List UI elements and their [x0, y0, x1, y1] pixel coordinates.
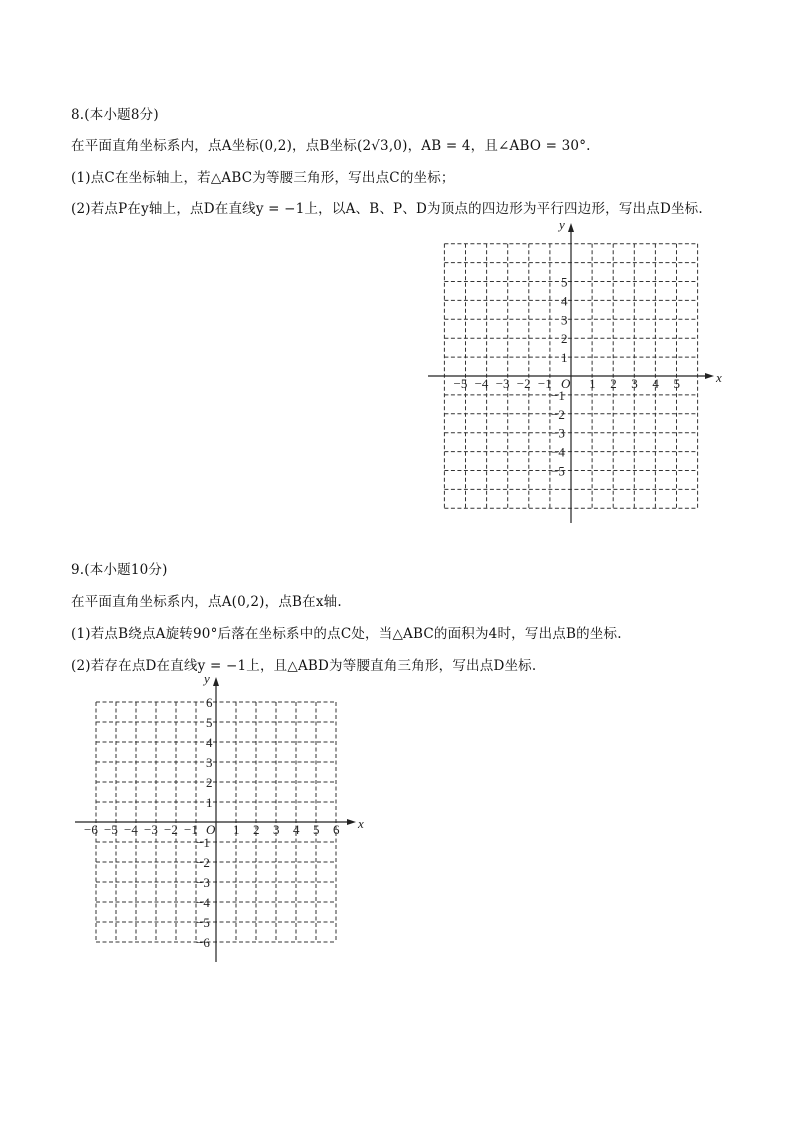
y-tick-label: 3 — [206, 755, 213, 770]
y-tick-label: 4 — [206, 735, 213, 750]
x-tick-label: 3 — [631, 376, 638, 391]
x-axis-arrow-icon — [347, 819, 356, 825]
x-tick-label: −4 — [124, 822, 138, 837]
q9-header: 9.(本小题10分) — [71, 562, 168, 578]
y-tick-label: 2 — [561, 331, 568, 347]
q9-part1: (1)若点B绕点A旋转90°后落在坐标系中的点C处，当△ABC的面积为4时，写出点B的坐标. — [71, 626, 622, 642]
y-tick-label: −5 — [551, 463, 565, 479]
y-tick-label: 3 — [561, 312, 568, 328]
y-tick-label: −2 — [196, 855, 210, 870]
y-tick-label: −1 — [196, 835, 210, 850]
x-tick-label: 4 — [293, 822, 300, 837]
y-tick-label: −3 — [196, 875, 210, 890]
y-tick-label: −1 — [551, 387, 565, 403]
y-tick-label: 2 — [206, 775, 213, 790]
q9-part2: (2)若存在点D在直线y = −1上，且△ABD为等腰直角三角形，写出点D坐标. — [71, 658, 537, 674]
x-tick-label: 6 — [333, 822, 340, 837]
x-tick-label: −3 — [144, 822, 158, 837]
x-tick-label: 2 — [253, 822, 260, 837]
x-tick-label: 5 — [673, 376, 680, 391]
y-tick-label: −6 — [196, 935, 210, 950]
x-tick-label: −2 — [164, 822, 178, 837]
x-tick-label: −1 — [537, 376, 552, 391]
origin-label: O — [561, 376, 571, 391]
x-tick-label: 3 — [273, 822, 280, 837]
y-tick-label: −3 — [551, 425, 565, 441]
y-tick-label: 5 — [206, 715, 213, 730]
y-axis-label: y — [559, 217, 565, 232]
y-axis-label: y — [204, 671, 210, 686]
q8-header: 8.(本小题8分) — [71, 107, 159, 123]
x-tick-label: 5 — [313, 822, 320, 837]
q9-stem: 在平面直角坐标系内，点A(0,2)，点B在x轴. — [71, 594, 342, 610]
x-tick-label: 4 — [652, 376, 659, 391]
y-tick-label: 4 — [561, 293, 568, 309]
x-tick-label: −5 — [104, 822, 118, 837]
y-axis-arrow-icon — [213, 677, 219, 686]
x-tick-label: −1 — [184, 822, 198, 837]
x-tick-label: −6 — [84, 822, 98, 837]
y-tick-label: −4 — [551, 444, 565, 460]
y-tick-label: −2 — [551, 406, 565, 422]
x-tick-label: −2 — [516, 376, 531, 391]
x-tick-label: 2 — [610, 376, 617, 391]
y-tick-label: 1 — [561, 350, 568, 366]
y-tick-label: 6 — [206, 695, 213, 710]
x-axis-label: x — [358, 816, 364, 831]
q8-part2: (2)若点P在y轴上，点D在直线y = −1上，以A、B、P、D为顶点的四边形为平行四边形，写出点D坐标. — [71, 201, 703, 217]
y-tick-label: 5 — [561, 274, 568, 290]
x-tick-label: −4 — [474, 376, 489, 391]
x-axis-label: x — [716, 370, 722, 385]
x-tick-label: −5 — [453, 376, 468, 391]
x-tick-label: 1 — [589, 376, 596, 391]
x-tick-label: −3 — [495, 376, 510, 391]
x-tick-label: 1 — [233, 822, 240, 837]
y-tick-label: −5 — [196, 915, 210, 930]
q8-stem: 在平面直角坐标系内，点A坐标(0,2)，点B坐标(2√3,0)，AB = 4，且∠ABO = 30°. — [71, 138, 591, 154]
y-tick-label: 1 — [206, 795, 213, 810]
q8-part1: (1)点C在坐标轴上，若△ABC为等腰三角形，写出点C的坐标； — [71, 170, 455, 186]
origin-label: O — [206, 822, 216, 837]
y-tick-label: −4 — [196, 895, 210, 910]
